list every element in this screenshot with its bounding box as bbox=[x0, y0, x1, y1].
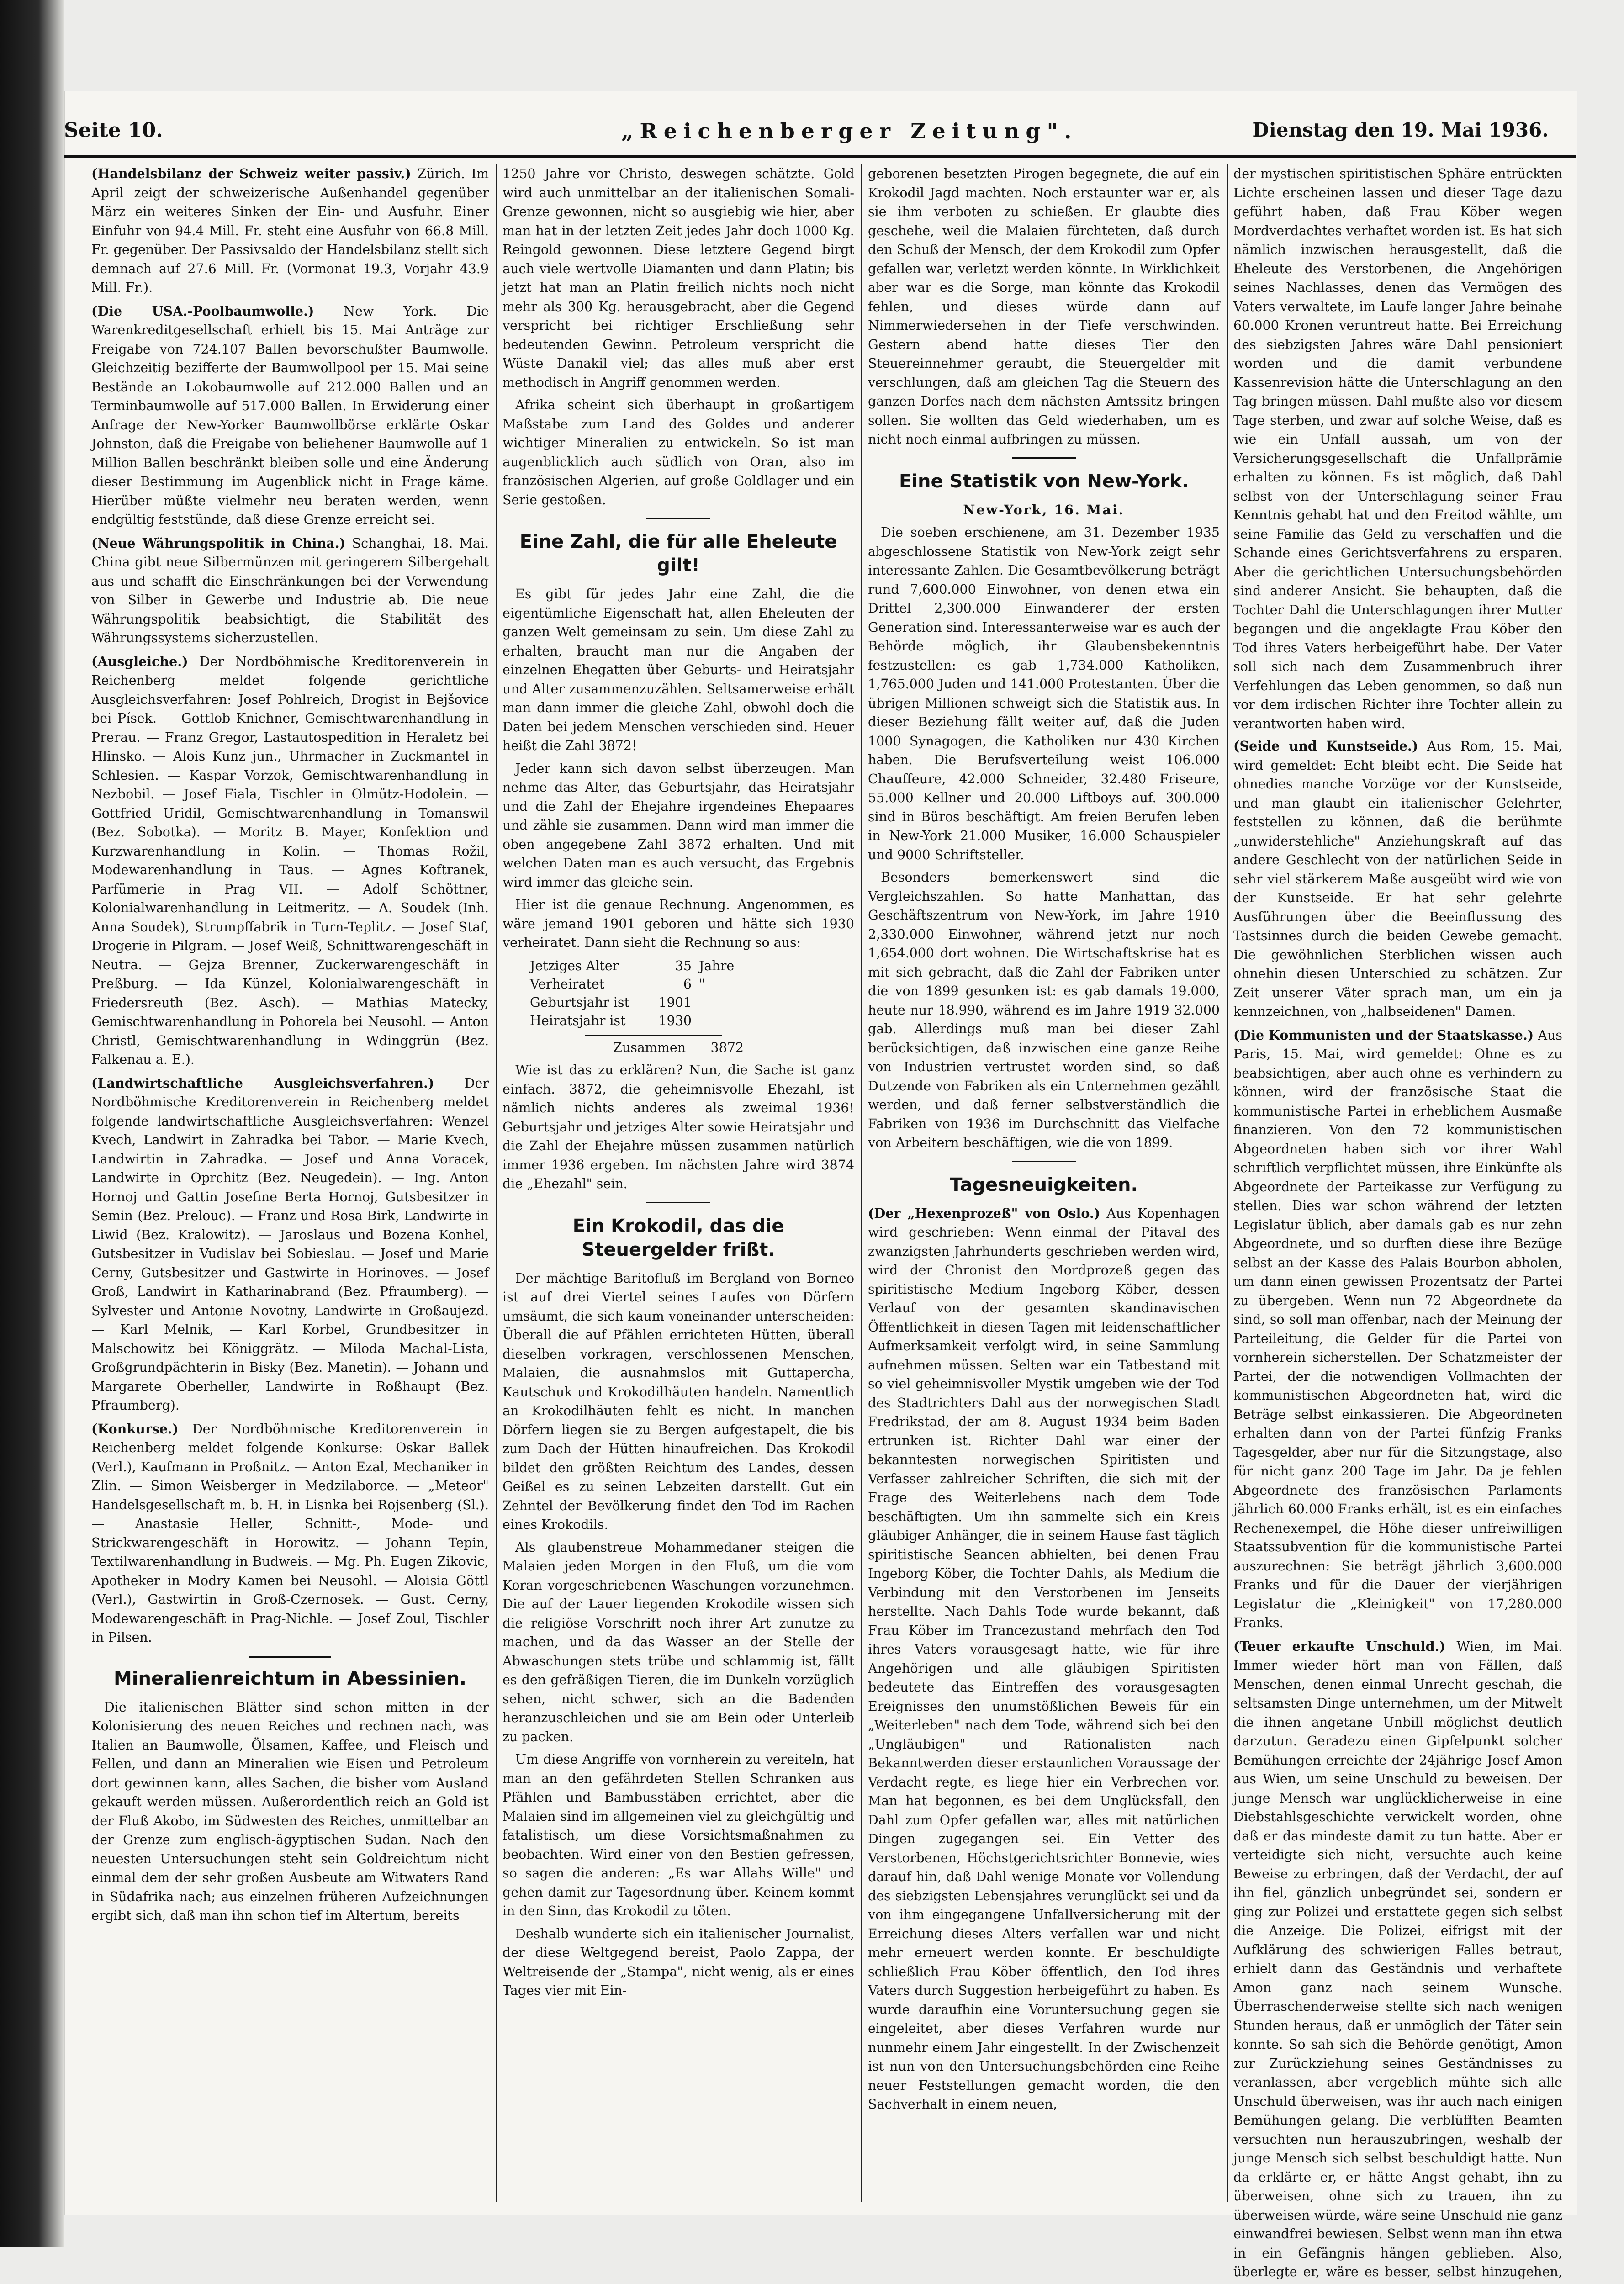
item-text: Der Nordböhmische Kreditorenverein in Reichenberg meldet folgende landwirtschaftliche Ausgleichsverfahren: Wenzel Kvech, Landwirt in Zahradka bei Tabor. — Marie Kvech, Landwirtin in Zahradka. — Josef und Anna Voracek, Landwirte in Oprchitz (Bez. Neugedein). — Ing. Anton Hornoj und Gattin Josefine Berta Hornoj, Gutsbesitzer in Semin (Bez. Prelouc). — Franz und Rosa Birk, Landwirte in Liwid (Bez. Kralowitz). — Jaroslaus und Bozena Konhel, Gutsbesitzer in Vudislav bei Sobieslau. — Josef und Marie Cerny, Gutsbesitzer und Gastwirte in Horinoves. — Josef Groß, Landwirt in Katharinabrand (Bez. Pfraumberg). — Sylvester und Antonie Novotny, Landwirte in Großaujezd. — Karl Melnik, — Karl Korbel, Grundbesitzer in Malschowitz bei Königgrätz. — Miloda Machal-Lista, Großgrundpächterin in Bisky (Bez. Manetin). — Johann und Margarete Oberheller, Landwirte in Roßhaupt (Bez. Pfraumberg). bbox=[91, 1076, 489, 1413]
calc-row bbox=[530, 975, 747, 994]
item-text: Schanghai, 18. Mai. China gibt neue Silbermünzen mit geringerem Silbergehalt aus und schafft die Einschränkungen bei der Verwendung von Silber in Gewerbe und Industrie ab. Die neue Währungspolitik beabsichtigt, die Stabilität des Währungssystems sicherzustellen. bbox=[91, 536, 489, 646]
column-rule bbox=[861, 164, 862, 2202]
sum-value: 3872 bbox=[710, 1040, 744, 1055]
item-lead: (Die USA.-Poolbaumwolle.) bbox=[91, 303, 314, 319]
sum-rule bbox=[585, 1035, 722, 1036]
section-heading: Tagesneuigkeiten. bbox=[868, 1173, 1220, 1197]
calc-row bbox=[530, 994, 747, 1012]
news-item bbox=[1233, 1026, 1562, 1633]
item-lead: (Handelsbilanz der Schweiz weiter passiv.) bbox=[91, 166, 411, 181]
sum-label: Zusammen bbox=[613, 1040, 686, 1055]
article-heading: Eine Zahl, die für alle Eheleute gilt! bbox=[503, 530, 854, 577]
calc-label: Jetziges Alter bbox=[530, 957, 637, 975]
item-lead: (Teuer erkaufte Unschuld.) bbox=[1233, 1639, 1445, 1654]
article-paragraph: Deshalb wunderte sich ein italienischer Journalist, der diese Weltgegend bereist, Paolo Zappa, der Weltreisende der „Stampa", nicht wenig, als er eines Tages vier mit Ein- bbox=[503, 1924, 854, 2000]
item-lead: (Der „Hexenprozeß" von Oslo.) bbox=[868, 1205, 1100, 1221]
page-number: Seite 10. bbox=[64, 119, 163, 142]
issue-date: Dienstag den 19. Mai 1936. bbox=[1252, 119, 1549, 141]
item-lead: (Neue Währungspolitik in China.) bbox=[91, 535, 345, 551]
newspaper-title: „Reichenberger Zeitung". bbox=[621, 119, 1078, 143]
article-continuation: geborenen besetzten Pirogen begegnete, die auf ein Krokodil Jagd machten. Noch erstaunter war er, als sie ihm verboten zu schießen. Er glaubte dies geschehe, weil die Malaien fürchteten, daß durch den Schuß der Mensch, der dem Krokodil zum Opfer gefallen war, verletzt werden könnte. In Wirklichkeit aber war es die Sorge, man könnte das Krokodil fehlen, und dieses würde dann auf Nimmerwiedersehen in der Tiefe verschwinden. Gestern abend hatte dieses Tier den Steuereinnehmer geraubt, die Steuergelder mit verschlungen, daß am gleichen Tag die Steuern des ganzen Dorfes nach dem nächsten Amtssitz bringen sollen. Sie wollten das Geld wiederhaben, um es nicht noch einmal aufbringen zu müssen. bbox=[868, 164, 1220, 449]
article-paragraph: Wie ist das zu erklären? Nun, die Sache ist ganz einfach. 3872, die geheimnisvolle Ehezahl, ist nämlich nichts anderes als zweimal 1936! Geburtsjahr und jetziges Alter sowie Heiratsjahr und die Zahl der Ehejahre müssen zusammen natürlich immer 1936 ergeben. Im nächsten Jahre wird 3874 die „Ehezahl" sein. bbox=[503, 1061, 854, 1194]
header-rule bbox=[64, 155, 1576, 158]
news-item bbox=[91, 164, 489, 297]
calc-row bbox=[530, 957, 747, 975]
item-text: Zürich. Im April zeigt der schweizerische Außenhandel gegenüber März ein weiteres Sinken der Ein- und Ausfuhr. Einer Einfuhr von 94.4 Mill. Fr. steht eine Ausfuhr von 66.8 Mill. Fr. gegenüber. Der Passivsaldo der Handelsbilanz stellt sich demnach auf 27.6 Mill. Fr. (Vormonat 19.3, Vorjahr 43.9 Mill. Fr.). bbox=[91, 166, 489, 295]
article-body: Die italienischen Blätter sind schon mitten in der Kolonisierung des neuen Reiches und rechnen nach, was Italien an Baumwolle, Ölsamen, Kaffee, und Fleisch und Fellen, und dann an Mineralien wie Eisen und Petroleum dort gewinnen kann, alles Sachen, die bisher vom Ausland gekauft werden müssen. Außerordentlich reich an Gold ist der Fluß Akobo, im Südwesten des Reiches, unmittelbar an der Grenze zum englisch-ägyptischen Sudan. Nach den neuesten Untersuchungen steht sein Goldreichtum nicht einmal dem der sehr großen Ausbeute am Witwaters Rand in Südafrika nach; aus einzelnen früheren Aufzeichnungen ergibt sich, daß man ihn schon tief im Altertum, bereits bbox=[91, 1698, 489, 1925]
article-heading: Ein Krokodil, das die Steuergelder frißt. bbox=[503, 1214, 854, 1262]
column-3 bbox=[868, 164, 1220, 2211]
article-continuation: der mystischen spiritistischen Sphäre entrückten Lichte erscheinen lassen und dieser Tage dazu geführt haben, daß Frau Köber wegen Mordverdachtes verhaftet worden ist. Es hat sich nämlich inzwischen herausgestellt, daß die Eheleute des Verstorbenen, die Angehörigen seines Nachlasses, denen das Vermögen des Vaters verwaltete, im Laufe langer Jahre beinahe 60.000 Kronen veruntreut hatte. Bei Erreichung des siebzigsten Jahres wäre Dahl pensioniert worden und die damit verbundene Kassenrevision hätte die Unterschlagung an den Tag bringen müssen. Dahl mußte also vor diesem Tage sterben, und zwar auf solche Weise, daß es wie ein Unfall aussah, um von der Versicherungsgesellschaft die Unfallprämie erhalten zu können. Es ist möglich, daß Dahl selbst von der Unterschlagung seiner Frau Kenntnis gehabt hat und den Freitod wählte, um seine Familie das Geld zu verschaffen und die Schande eines Gerichtsverfahrens zu ersparen. Aber die gerichtlichen Untersuchungsbehörden sind anderer Ansicht. Sie behaupten, daß die Tochter Dahl die Unterschlagungen ihrer Mutter begangen und die angeklagte Frau Köber den Tod ihres Vaters herbeigeführt habe. Der Vater soll sich nach dem Zusammenbruch ihrer Verfehlungen das Leben genommen, so daß nun vor dem irdischen Richter ihre Tochter allein zu verantworten haben wird. bbox=[1233, 164, 1562, 733]
calc-label: Geburtsjahr ist bbox=[530, 994, 637, 1012]
calculation-table bbox=[530, 957, 747, 1030]
calc-unit: Jahre bbox=[699, 957, 747, 975]
item-text: Der Nordböhmische Kreditorenverein in Reichenberg meldet folgende gerichtliche Ausgleichsverfahren: Josef Pohlreich, Drogist in Bejšovice bei Písek. — Gottlob Knichner, Gemischtwarenhandlung in Prerau. — Franz Gregor, Lastautospedition in Heraletz bei Hlinsko. — Alois Kunz jun., Uhrmacher in Zuckmantel in Schlesien. — Kaspar Vorzok, Gemischtwarenhandlung in Nezbobil. — Josef Fiala, Tischler in Olmütz-Hodolein. — Gottfried Uridil, Gemischtwarenhandlung in Tomanswil (Bez. Sobotka). — Moritz B. Mayer, Konfektion und Kurzwarenhandlung in Kolin. — Thomas Rožil, Modewarenhandlung in Taus. — Agnes Koftranek, Parfümerie in Prag VII. — Adolf Schöttner, Kolonialwarenhandlung in Leitmeritz. — A. Soudek (Inh. Anna Soudek), Strumpffabrik in Turn-Teplitz. — Josef Staf, Drogerie in Pilgram. — Josef Weiß, Schnittwarengeschäft in Neutra. — Gejza Brenner, Zuckerwarengeschäft in Preßburg. — Ida Künzel, Kolonialwarengeschäft in Friedersreuth (Bez. Asch). — Mathias Matecky, Gemischtwarenhandlung in Pohorela bei Neusohl. — Anton Christl, Gemischtwarenhandlung in Wdinggrün (Bez. Falkenau a. E.). bbox=[91, 654, 489, 1068]
calc-unit: " bbox=[699, 975, 747, 994]
item-lead: (Ausgleiche.) bbox=[91, 654, 188, 669]
separator-rule bbox=[646, 1202, 710, 1203]
article-paragraph: Afrika scheint sich überhaupt in großartigem Maßstabe zum Land des Goldes und anderer wichtiger Mineralien zu entwickeln. So ist man augenblicklich auch südlich von Oran, also im französischen Algerien, auf große Goldlager und ein Serie gestoßen. bbox=[503, 396, 854, 509]
separator-rule bbox=[1012, 457, 1076, 459]
calc-unit bbox=[699, 1012, 747, 1030]
item-lead: (Landwirtschaftliche Ausgleichsverfahren.) bbox=[91, 1075, 434, 1091]
calc-sum bbox=[503, 1038, 854, 1057]
column-rule bbox=[496, 164, 497, 2202]
item-lead: (Die Kommunisten und der Staatskasse.) bbox=[1233, 1027, 1534, 1043]
calc-value: 1901 bbox=[637, 994, 699, 1012]
scan-edge bbox=[0, 0, 64, 2247]
calc-label: Heiratsjahr ist bbox=[530, 1012, 637, 1030]
page-header bbox=[64, 119, 1576, 146]
article-paragraph: Um diese Angriffe von vornherein zu vereiteln, hat man an den gefährdeten Stellen Schranken aus Pfählen und Bambusstäben errichtet, aber die Malaien sind im allgemeinen viel zu gleichgültig und fatalistisch, um diese Vorsichtsmaßnahmen zu beobachten. Wird einer von den Bestien gefressen, so sagen die anderen: „Es war Allahs Wille" und gehen damit zur Tagesordnung über. Keinem kommt in den Sinn, das Krokodil zu töten. bbox=[503, 1750, 854, 1921]
article-paragraph: Besonders bemerkenswert sind die Vergleichszahlen. So hatte Manhattan, das Geschäftszentrum von New-York, im Jahre 1910 2,330.000 Einwohner, während jetzt nur noch 1,654.000 dort wohnen. Die Wirtschaftskrise hat es mit sich gebracht, daß die Zahl der Fabriken unter die von 1899 gesunken ist: es gab damals 19.000, heute nur 18.990, während es im Jahre 1919 32.000 gab. Allerdings muß man bei dieser Zahl berücksichtigen, daß inzwischen eine ganze Reihe von Industrien vertrustet worden sind, so daß Dutzende von Fabriken als ein Unternehmen gezählt werden, und daß ferner selbstverständlich die Fabriken von 1936 im Durchschnitt das Vielfache von Arbeitern beschäftigen, wie die von 1899. bbox=[868, 868, 1220, 1153]
calc-label: Verheiratet bbox=[530, 975, 637, 994]
article-heading: Mineralienreichtum in Abessinien. bbox=[91, 1667, 489, 1691]
item-text: Aus Paris, 15. Mai, wird gemeldet: Ohne es zu beabsichtigen, aber auch ohne es verhindern zu können, wird der französische Staat die kommunistische Partei in erheblichem Ausmaße finanzieren. Von den 72 kommunistischen Abgeordneten haben sich vor ihrer Wahl schriftlich verpflichtet müssen, ihre Einkünfte als Abgeordnete der Parteikasse zur Verfügung zu stellen. Dies war schon während der letzten Legislatur üblich, aber damals gab es nur zehn Abgeordnete, und so durften diese ihre Bezüge selbst an der Kasse des Palais Bourbon abholen, um dann einen gewissen Prozentsatz der Partei zu übergeben. Wenn nun 72 Abgeordnete da sind, so soll man offenbar, nach der Meinung der Parteileitung, die Gelder für die Partei von vornherein sicherstellen. Der Schatzmeister der Partei, der die notwendigen Vollmachten der kommunistischen Abgeordneten hat, wird die Beträge selbst einkassieren. Die Abgeordneten erhalten dann von der Partei fünfzig Franks Tagesgelder, aber nur für die Sitzungstage, also für nicht ganz 200 Tage im Jahr. Da je fehlen Abgeordnete des französischen Parlaments jährlich 60.000 Franks erhält, ist es ein einfaches Rechenexempel, die Höhe dieser unfreiwilligen Staatssubvention für die kommunistische Partei auszurechnen: Sie beträgt jährlich 3,600.000 Franks und für die Dauer der vierjährigen Legislatur die „Kleinigkeit" von 17,280.000 Franks. bbox=[1233, 1028, 1562, 1631]
dateline: New-York, 16. Mai. bbox=[868, 501, 1220, 520]
article-paragraph: Hier ist die genaue Rechnung. Angenommen, es wäre jemand 1901 geboren und hätte sich 1930 verheiratet. Dann sieht die Rechnung so aus: bbox=[503, 895, 854, 952]
calc-value: 35 bbox=[637, 957, 699, 975]
separator-rule bbox=[646, 518, 710, 519]
article-continuation: 1250 Jahre vor Christo, deswegen schätzte. Gold wird auch unmittelbar an der italienischen Somali-Grenze gewonnen, nicht so ausgiebig wie hier, aber man hat in der letzten Zeit jedes Jahr doch 1000 Kg. Reingold gewonnen. Diese letztere Gegend birgt auch viele wertvolle Diamanten und dann Platin; bis jetzt hat man an Platin freilich nichts noch nicht mehr als 300 Kg. herausgebracht, aber die Gegend verspricht bei richtiger Erschließung sehr bedeutenden Gewinn. Petroleum verspricht die Wüste Danakil viel; das alles muß aber erst methodisch in Angriff genommen werden. bbox=[503, 164, 854, 392]
calc-row bbox=[530, 1012, 747, 1030]
item-text: New York. Die Warenkreditgesellschaft erhielt bis 15. Mai Anträge zur Freigabe von 724.107 Ballen bevorschußter Baumwolle. Gleichzeitig bezifferte der Baumwollpool per 15. Mai seine Bestände an Lokobaumwolle auf 212.000 Ballen und an Terminbaumwolle auf 517.000 Ballen. In Erwiderung einer Anfrage der New-Yorker Baumwollbörse erklärte Oskar Johnston, daß die Freigabe von beliehener Baumwolle auf 1 Million Ballen beschränkt bleiben solle und eine Änderung dieser Bestimmung im Augenblick nicht in Frage käme. Hierüber müßte vielmehr neu beraten werden, wenn endgültig feststünde, daß diese Grenze erreicht sei. bbox=[91, 304, 489, 528]
article-paragraph: Als glaubenstreue Mohammedaner steigen die Malaien jeden Morgen in den Fluß, um die vom Koran vorgeschriebenen Waschungen vorzunehmen. Die auf der Lauer liegenden Krokodile wissen sich die religiöse Vorschrift noch ihrer Art zunutze zu machen, und da das Wasser an der Stelle der Abwaschungen stets trübe und schlammig ist, fällt es den gefräßigen Tieren, die im Dunkeln vorzüglich sehen, nicht schwer, sich an die Badenden heranzuschleichen und sie am Bein oder Unterleib zu packen. bbox=[503, 1538, 854, 1747]
item-lead: (Seide und Kunstseide.) bbox=[1233, 738, 1418, 754]
item-text: Wien, im Mai. Immer wieder hört man von Fällen, daß Menschen, denen einmal Unrecht geschah, die seltsamsten Dinge unternehmen, um der Mitwelt die ihnen angetane Unbill möglichst deutlich darzutun. Geradezu einen Gipfelpunkt solcher Bemühungen erreichte der 24jährige Josef Amon aus Wien, um seine Unschuld zu beweisen. Der junge Mensch war unglücklicherweise in eine Diebstahlsgeschichte verwickelt worden, ohne daß er das mindeste damit zu tun hatte. Aber er verteidigte sich nicht, versuchte auch keine Beweise zu erbringen, daß der Verdacht, der auf ihn fiel, gänzlich unbegründet sei, sondern er ging zur Polizei und erstattete gegen sich selbst die Anzeige. Die Polizei, eifrigst mit der Aufklärung des schwierigen Falles betraut, erhielt dann das Geständnis und verhaftete Amon ganz nach seinem Wunsche. Überraschenderweise stellte sich nach wenigen Stunden heraus, daß er unmöglich der Täter sein konnte. So sah sich die Behörde genötigt, Amon zur Zurückziehung seines Geständnisses zu veranlassen, aber vergeblich mühte sich alle Unschuld überweisen, was ihr auch nach einigen Bemühungen gelang. Die verblüfften Beamten versuchten nun herauszubringen, weshalb der junge Mensch sich selbst beschuldigt hatte. Nun da erklärte er, er hätte Angst gehabt, ihn zu überweisen, ohne sich zu trauen, ihn zu überweisen würde, wäre seine Unschuld nie ganz einwandfrei bewiesen. Selbst wenn man ihn etwa in ein Gefängnis hängen geblieben. Also, überlegte er, wäre es besser, selbst hinzugehen, bbox=[1233, 1639, 1562, 2284]
calc-value: 6 bbox=[637, 975, 699, 994]
item-text: Aus Rom, 15. Mai, wird gemeldet: Echt bleibt echt. Die Seide hat ohnedies manche Vorzüge vor der Kunstseide, und man glaubt ein italienischer Gelehrter, feststellen zu können, daß die berühmte „unwiderstehliche" Anziehungskraft auf das andere Geschlecht von der natürlichen Seide in sehr viel stärkerem Maße ausgeübt wird wie von der Kunstseide. Er hat sehr gelehrte Ausführungen über die Beeinflussung des Tastsinnes durch die beiden Gewebe gemacht. Die gewöhnlichen Sterblichen wissen auch ohnehin diesen Unterschied zu schätzen. Zur Zeit unserer Väter sprach man, um ein ja kennzeichnen, von „halbseidenen" Damen. bbox=[1233, 739, 1562, 1019]
article-paragraph: Es gibt für jedes Jahr eine Zahl, die die eigentümliche Eigenschaft hat, allen Eheleuten der ganzen Welt gemeinsam zu sein. Um diese Zahl zu erhalten, braucht man nur die Angaben der einzelnen Ehegatten über Geburts- und Heiratsjahr und Alter zusammenzuzählen. Seltsamerweise erhält man dann immer die gleiche Zahl, obwohl doch die Daten bei jedem Menschen verschieden sind. Heuer heißt die Zahl 3872! bbox=[503, 585, 854, 756]
news-item bbox=[91, 534, 489, 648]
news-item bbox=[91, 652, 489, 1069]
item-text: Aus Kopenhagen wird geschrieben: Wenn einmal der Pitaval des zwanzigsten Jahrhunderts geschrieben werden wird, wird der Chronist den Mordprozeß gegen das spiritistische Medium Ingeborg Köber, dessen Verlauf von der gesamten skandinavischen Öffentlichkeit in diesen Tagen mit leidenschaftlicher Aufmerksamkeit verfolgt wird, in seine Sammlung aufnehmen müssen. Selten war ein Tatbestand mit so viel geheimnisvoller Mystik umgeben wie der Tod des Stadtrichters Dahl aus der norwegischen Stadt Fredrikstad, der am 8. August 1934 beim Baden ertrunken ist. Richter Dahl war einer der bekanntesten norwegischen Spiritisten und Verfasser zahlreicher Schriften, die sich mit der Frage des Weiterlebens nach dem Tode beschäftigten. Um ihn sammelte sich ein Kreis gläubiger Anhänger, die in seinem Hause fast täglich spiritistische Seancen abhielten, bei denen Frau Ingeborg Köber, die Tochter Dahls, als Medium die Verbindung mit den Verstorbenen im Jenseits herstellte. Nach Dahls Tode wurde bekannt, daß Frau Köber im Trancezustand mehrfach den Tod ihres Vaters vorausgesagt hatte, wie für ihre Angehörigen und alle gläubigen Spiritisten bedeutete das Eintreffen des vorausgesagten Ereignisses den unumstößlichen Beweis für ein „Weiterleben" nach dem Tode, während sich bei den „Ungläubigen" und Rationalisten nach Bekanntwerden dieser erstaunlichen Voraussage der Verdacht regte, es liege hier ein Verbrechen vor. Man hat begonnen, es bei dem Unglücksfall, den Dahl zum Opfer gefallen war, alles mit natürlichen Dingen zugegangen sei. Ein Vetter des Verstorbenen, Höchstgerichtsrichter Bonnevie, wies darauf hin, daß Dahl wenige Monate vor Vollendung des siebzigsten Lebensjahres verunglückt sei und da von ihm eingegangene Unfallversicherung mit der Erreichung dieses Alters verfallen war und nicht mehr erneuert werden konnte. Er beschuldigte schließlich Frau Köber öffentlich, den Tod ihres Vaters durch Suggestion herbeigeführt zu haben. Es wurde daraufhin eine Voruntersuchung gegen sie eingeleitet, aber dieses Verfahren wurde nur nunmehr einem Jahr eingestellt. In der Zwischenzeit ist nun von den Untersuchungsbehörden eine Reihe neuer Feststellungen gemacht worden, die den Sachverhalt in einem neuen, bbox=[868, 1206, 1220, 2112]
news-item bbox=[91, 1074, 489, 1415]
column-2 bbox=[503, 164, 854, 2211]
article-paragraph: Die soeben erschienene, am 31. Dezember 1935 abgeschlossene Statistik von New-York zeigt sehr interessante Zahlen. Die Gesamtbevölkerung beträgt rund 7,600.000 Einwohner, von denen etwa ein Drittel 2,300.000 Einwanderer der ersten Generation sind. Interessanterweise war es auch der Behörde möglich, ihr Glaubensbekenntnis festzustellen: es gab 1,734.000 Katholiken, 1,765.000 Juden und 141.000 Protestanten. Über die übrigen Millionen schweigt sich die Statistik aus. In dieser Beziehung fällt weiter auf, daß die Juden 1000 Synagogen, die Katholiken nur 430 Kirchen haben. Die Berufsverteilung weist 106.000 Chauffeure, 42.000 Schneider, 32.480 Friseure, 55.000 Kellner und 20.000 Liftboys auf. 300.000 sind in Büros beschäftigt. Am freien Berufen leben in New-York 21.000 Musiker, 16.000 Schauspieler und 9000 Schriftsteller. bbox=[868, 523, 1220, 864]
separator-rule bbox=[249, 1656, 331, 1658]
column-1 bbox=[91, 164, 489, 2211]
news-item bbox=[1233, 737, 1562, 1021]
calc-value: 1930 bbox=[637, 1012, 699, 1030]
news-item bbox=[91, 302, 489, 529]
news-item bbox=[91, 1420, 489, 1647]
article-paragraph: Der mächtige Baritofluß im Bergland von Borneo ist auf drei Viertel seines Laufes von Dörfern umsäumt, die sich kaum voneinander unterscheiden: Überall die auf Pfählen errichteten Hütten, überall dieselben vorkragen, verschlossenen Menschen, Malaien, die ausnahmslos mit Guttapercha, Kautschuk und Krokodilhäuten handeln. Namentlich an Krokodilhäuten fehlt es nicht. In manchen Dörfern liegen sie zu Bergen aufgestapelt, die bis zum Dach der Hütten hinaufreichen. Das Krokodil bildet den größten Reichtum des Landes, dessen Geißel es zu seinen Lebzeiten darstellt. Gut ein Zehntel der Bevölkerung findet den Tod im Rachen eines Krokodils. bbox=[503, 1269, 854, 1534]
news-item bbox=[1233, 1637, 1562, 2284]
article-paragraph: Jeder kann sich davon selbst überzeugen. Man nehme das Alter, das Geburtsjahr, das Heiratsjahr und die Zahl der Ehejahre irgendeines Ehepaares und zähle sie zusammen. Dann wird man immer die oben angegebene Zahl 3872 erhalten. Und mit welchen Daten man es auch versucht, das Ergebnis wird immer das gleiche sein. bbox=[503, 759, 854, 892]
item-lead: (Konkurse.) bbox=[91, 1421, 178, 1437]
news-item bbox=[868, 1204, 1220, 2114]
separator-rule bbox=[1012, 1161, 1076, 1162]
column-rule bbox=[1227, 164, 1228, 2202]
item-text: Der Nordböhmische Kreditorenverein in Reichenberg meldet folgende Konkurse: Oskar Ballek (Verl.), Kaufmann in Proßnitz. — Anton Ezal, Mechaniker in Zlin. — Simon Weisberger in Medzilaborce. — „Meteor" Handelsgesellschaft m. b. H. in Lisnka bei Rojsenberg (Sl.). — Anastasie Heller, Schnitt-, Mode- und Strickwarengeschäft in Horowitz. — Johann Tepin, Textilwarenhandlung in Budweis. — Mg. Ph. Eugen Zikovic, Apotheker in Modry Kamen bei Neusohl. — Aloisia Göttl (Verl.), Gastwirtin in Groß-Czernosek. — Gust. Cerny, Modewarengeschäft in Prag-Nichle. — Josef Zoul, Tischler in Pilsen. bbox=[91, 1422, 489, 1645]
calc-unit bbox=[699, 994, 747, 1012]
article-heading: Eine Statistik von New-York. bbox=[868, 470, 1220, 493]
column-4 bbox=[1233, 164, 1562, 2211]
